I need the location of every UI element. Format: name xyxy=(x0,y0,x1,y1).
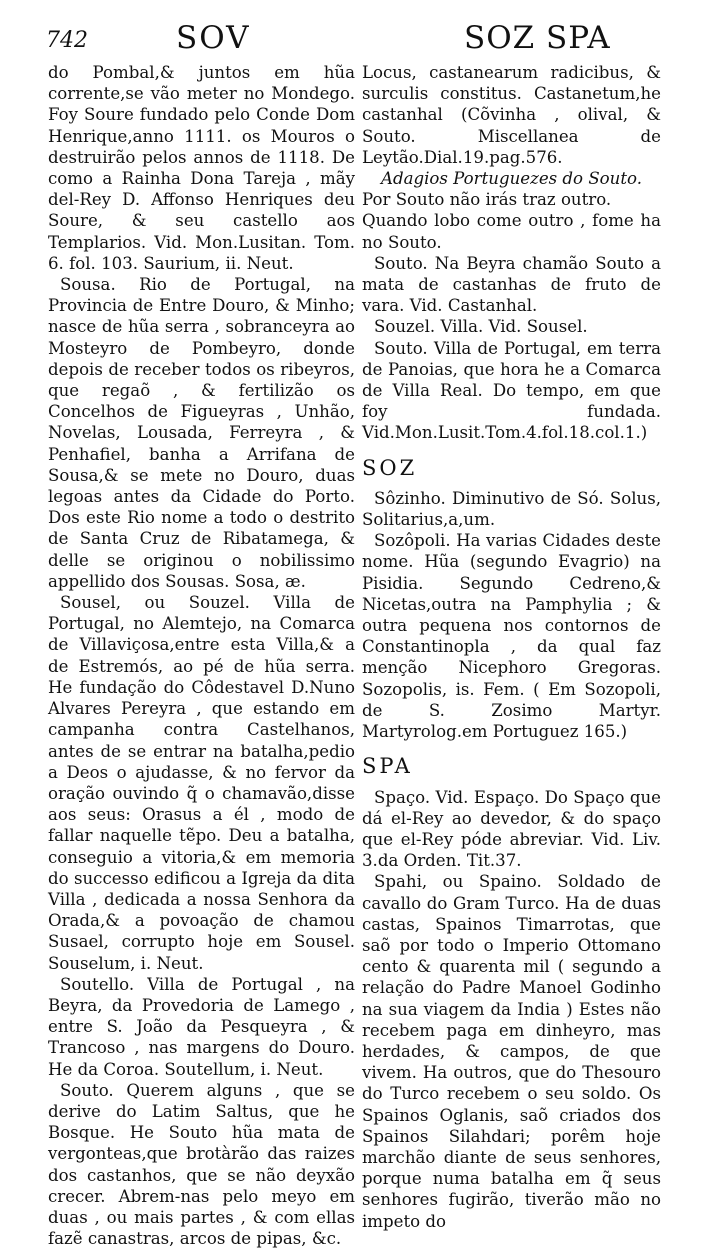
entry-sozopoli: Sozôpoli. Ha varias Cidades deste nome. Hũa (segundo Evagrio) na Pisidia. Segundo Cedreno,& Nicetas,outra na Pamphylia ; & outra pequena nos contornos de Constantinopla , da qual faz menção Nicephoro Gregoras. Sozopolis, is. Fem. ( Em Sozopoli, de S. Zosimo Martyr. Martyrolog.em Portuguez 165.) xyxy=(362,531,661,742)
entry-sozinho: Sôzinho. Diminutivo de Só. Solus, Solitarius,a,um. xyxy=(362,488,661,530)
entry-souzel: Souzel. Villa. Vid. Sousel. xyxy=(374,317,588,337)
entry-souto-beyra: Souto. Na Beyra chamão Souto a mata de castanhas de fruto de vara. Vid. Castanhal. xyxy=(362,253,661,316)
section-heading-soz: SOZ xyxy=(362,455,418,480)
entry-soure-continued: do Pombal,& juntos em hũa corrente,se vão meter no Mondego. Foy Soure fundado pelo Conde Dom Henrique,anno 1111. os Mouros o destruirão pelos annos de 1118. De como a Rainha Dona Tareja , mãy del-Rey D. Affonso Henriques deu Soure, & seu castello aos Templarios. Vid. Mon.Lusitan. Tom. 6. fol. 103. Saurium, ii. Neut. xyxy=(48,63,355,273)
proverb-2: Quando lobo come outro , fome ha no Souto. xyxy=(362,211,661,252)
entry-souto: Souto. Querem alguns , que se derive do Latim Saltus, que he Bosque. He Souto hũa mata de vergonteas,que brotàrão das raizes dos castanhos, que se não deyxão crecer. Abrem-nas pelo meyo em duas , ou mais partes , & com ellas fazẽ canastras, arcos de pipas, &c. xyxy=(48,1080,355,1249)
running-head-left: SOV xyxy=(176,20,251,56)
proverb-1: Por Souto não irás traz outro. xyxy=(362,190,612,210)
right-column xyxy=(362,62,661,1231)
page-number: 742 xyxy=(46,28,88,53)
running-head-right: SOZ SPA xyxy=(464,20,611,56)
entry-souto-villa: Souto. Villa de Portugal, em terra de Panoias, que hora he a Comarca de Villa Real. Do tempo, em que foy fundada. Vid.Mon.Lusit.Tom.4.fol.18.col.1.) xyxy=(362,338,661,443)
proverbs-heading: Adagios Portuguezes do Souto. xyxy=(380,169,643,189)
section-heading-spa: SPA xyxy=(362,754,413,779)
entry-soutello: Soutello. Villa de Portugal , na Beyra, da Provedoria de Lamego , entre S. João da Pesqueyra , & Trancoso , nas margens do Douro. He da Coroa. Soutellum, i. Neut. xyxy=(48,974,355,1079)
entry-spahi: Spahi, ou Spaino. Soldado de cavallo do Gram Turco. Ha de duas castas, Spainos Timarrotas, que saõ por todo o Imperio Ottomano cento & quarenta mil ( segundo a relação do Padre Manoel Godinho na sua viagem da India ) Estes não recebem paga em dinheyro, mas herdades, & campos, de que vivem. Ha outros, que do Thesouro do Turco recebem o seu soldo. Os Spainos Oglanis, saõ criados dos Spainos Silahdari; porêm hoje marchão diante de seus senhores, porque numa batalha em q̃ seus senhores fugirão, tiverão mão no impeto do xyxy=(362,872,661,1231)
entry-sousel: Sousel, ou Souzel. Villa de Portugal, no Alemtejo, na Comarca de Villaviçosa,entre esta Villa,& a de Estremós, ao pé de hũa serra. He fundação do Côdestavel D.Nuno Alvares Pereyra , que estando em campanha contra Castelhanos, antes de se entrar na batalha,pedio a Deos o ajudasse, & no fervor da oração ouvindo q̃ o chamavão,disse aos seus: Orasus a él , modo de fallar naquelle tẽpo. Deu a batalha, conseguio a vitoria,& em memoria do successo edificou a Igreja da dita Villa , dedicada a nossa Senhora da Orada,& a povoação de chamou Susael, corrupto hoje em Sousel. Souselum, i. Neut. xyxy=(48,593,355,973)
page-header xyxy=(28,14,679,62)
entry-spaco: Spaço. Vid. Espaço. Do Spaço que dá el-Rey ao devedor, & do spaço que el-Rey póde abreviar. Vid. Liv. 3.da Orden. Tit.37. xyxy=(362,787,661,871)
entry-souto-continued: Locus, castanearum radicibus, & surculis constitus. Castanetum,he castanhal (Cõvinha , olival, & Souto. Miscellanea de Leytão.Dial.19.pag.576. xyxy=(362,63,661,167)
entry-sousa: Sousa. Rio de Portugal, na Provincia de Entre Douro, & Minho; nasce de hũa serra , sobranceyra ao Mosteyro de Pombeyro, donde depois de receber todos os ribeyros, que regaõ , & fertilizão os Concelhos de Figueyras , Unhão, Novelas, Lousada, Ferreyra , & Penhafiel, banha a Arrifana de Sousa,& se mete no Douro, duas legoas antes da Cidade do Porto. Dos este Rio nome a todo o destrito de Santa Cruz de Ribatamega, & delle se originou o nobilissimo appellido dos Sousas. Sosa, æ. xyxy=(48,275,355,591)
left-column xyxy=(48,62,355,1249)
